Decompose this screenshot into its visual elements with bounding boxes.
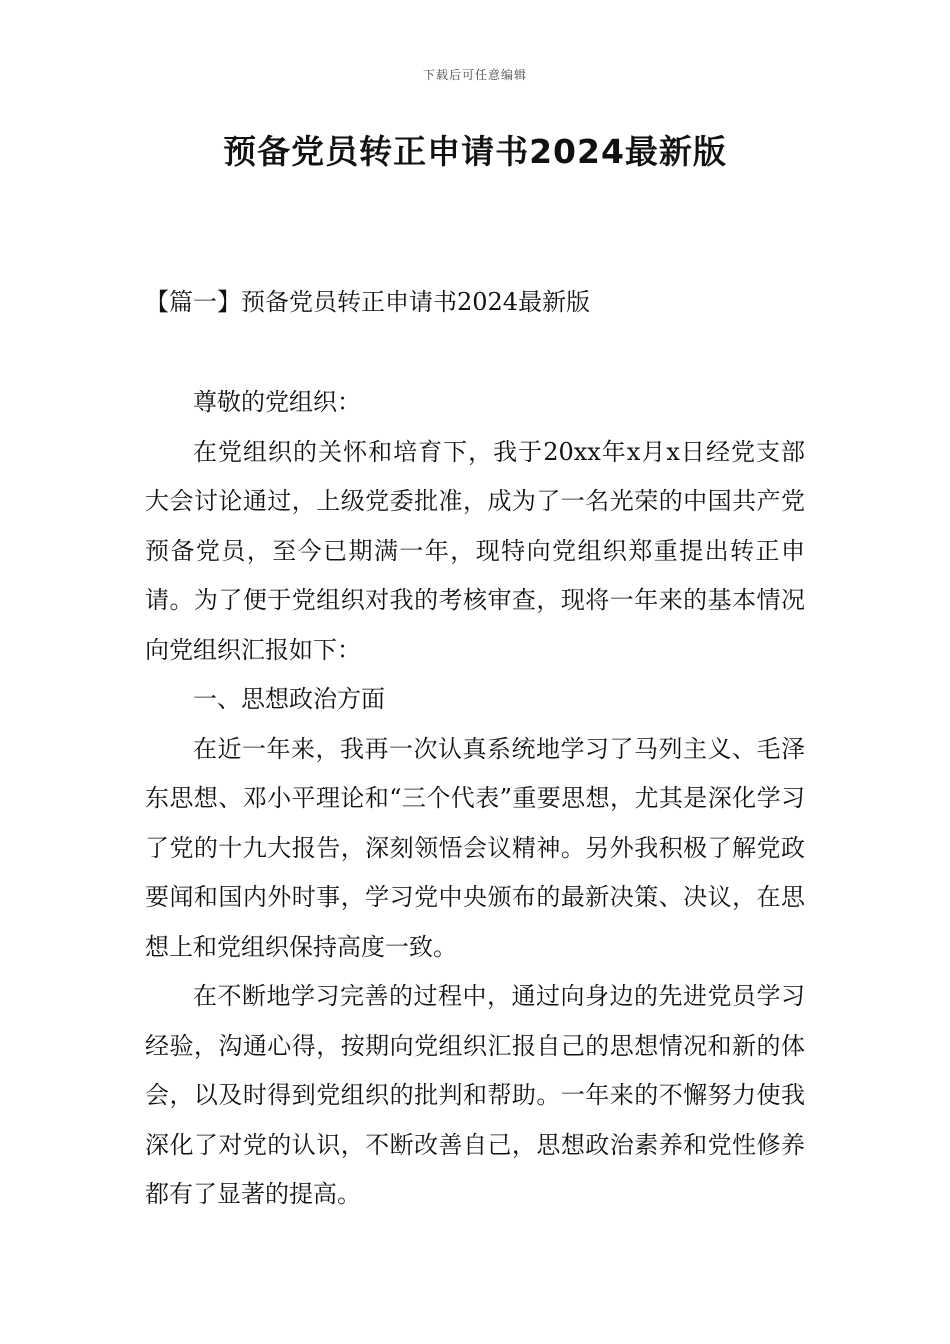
section-heading: 【篇一】预备党员转正申请书2024最新版 [145, 288, 591, 316]
body-paragraph: 在党组织的关怀和培育下，我于20xx年x月x日经党支部大会讨论通过，上级党委批准，成为了一名光荣的中国共产党预备党员，至今已期满一年，现特向党组织郑重提出转正申请。为了便于党组织对我的考核审查，现将一年来的基本情况向党组织汇报如下： [145, 437, 805, 664]
body-paragraph: 在不断地学习完善的过程中，通过向身边的先进党员学习经验，沟通心得，按期向党组织汇报自己的思想情况和新的体会，以及时得到党组织的批判和帮助。一年来的不懈努力使我深化了对党的认识，不断改善自己，思想政治素养和党性修养都有了显著的提高。 [145, 982, 805, 1208]
document-title: 预备党员转正申请书2024最新版 [223, 132, 727, 171]
document-body [145, 378, 805, 1220]
subsection-heading: 一、思想政治方面 [193, 685, 385, 713]
body-paragraph: 在近一年来，我再一次认真系统地学习了马列主义、毛泽东思想、邓小平理论和“三个代表”重要思想，尤其是深化学习了党的十九大报告，深刻领悟会议精神。另外我积极了解党政要闻和国内外时事，学习党中央颁布的最新决策、决议，在思想上和党组织保持高度一致。 [145, 734, 805, 961]
header-note: 下载后可任意编辑 [422, 68, 527, 82]
salutation: 尊敬的党组织： [193, 388, 361, 416]
